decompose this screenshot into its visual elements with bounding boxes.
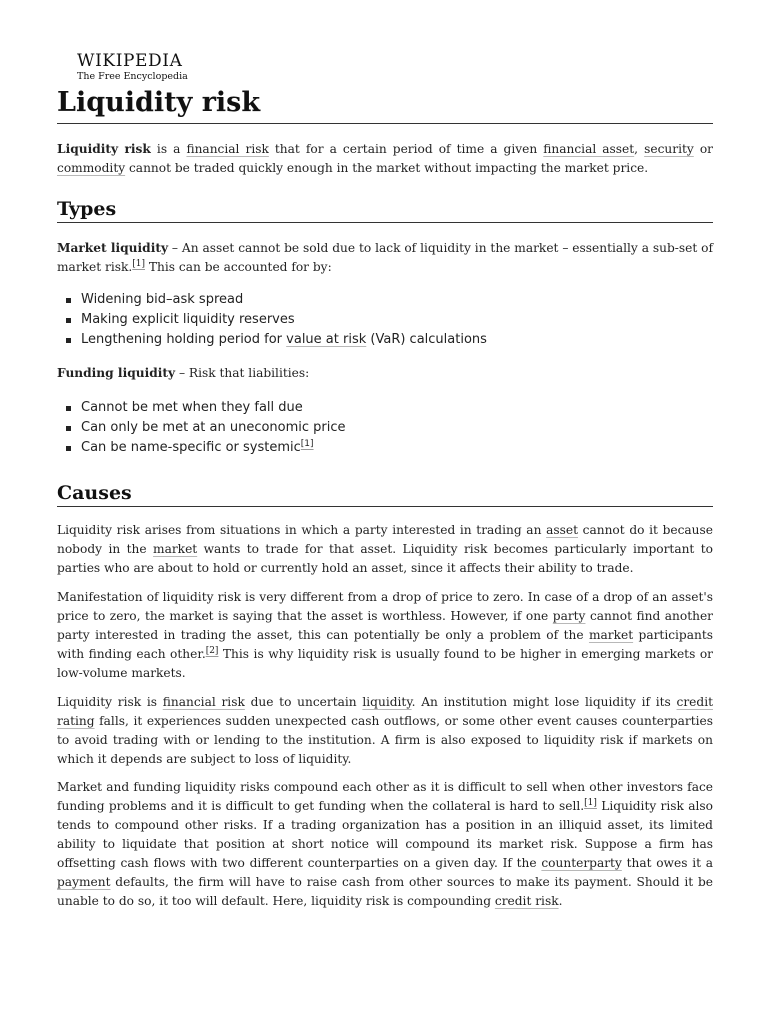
list-item <box>66 290 706 310</box>
text: – Risk that liabilities: <box>175 366 310 380</box>
link-security[interactable]: security <box>644 142 694 156</box>
causes-paragraph-3-block <box>57 693 713 769</box>
text: – An asset cannot be sold due to lack of liquidity in the market – essentially a sub-set of market risk. <box>57 241 713 274</box>
link-value-at-risk[interactable]: value at risk <box>286 332 367 347</box>
text: that for a certain period of time a given <box>268 142 544 156</box>
causes-paragraph-2 <box>57 588 713 683</box>
section-heading-causes: Causes <box>57 480 713 507</box>
link-market[interactable]: market <box>588 628 634 642</box>
list-item <box>66 398 706 418</box>
text: wants to trade for that asset. Liquidity risk becomes particularly important to parties who are about to hold or currently hold an asset, since it affects their ability to trade. <box>57 542 713 575</box>
link-credit-risk[interactable]: credit risk <box>494 894 559 908</box>
text: Liquidity risk also tends to compound other risks. If a trading organization has a position in an illiquid asset, its limited ability to liquidate that position at short notice will compound its market risk. Suppose a firm has offsetting cash flows with two different counterparties on a given day. If the <box>57 799 713 870</box>
causes-paragraph-1 <box>57 521 713 578</box>
text: Liquidity risk arises from situations in which a party interested in trading an <box>57 523 547 537</box>
text: , <box>634 142 645 156</box>
title-block <box>57 84 713 124</box>
list-item <box>66 438 706 458</box>
funding-liquidity-term: Funding liquidity <box>57 366 176 380</box>
lead-section <box>57 140 713 178</box>
section-heading-types: Types <box>57 196 713 223</box>
market-liquidity-paragraph <box>57 239 713 277</box>
link-market[interactable]: market <box>153 542 198 556</box>
lead-term: Liquidity risk <box>57 142 151 156</box>
link-financial-risk[interactable]: financial risk <box>186 142 269 156</box>
causes-paragraph-3 <box>57 693 713 769</box>
funding-liquidity-paragraph <box>57 364 713 383</box>
reference-1[interactable]: [1] <box>132 259 146 269</box>
link-commodity[interactable]: commodity <box>57 161 126 175</box>
list-item-text: (VaR) calculations <box>366 332 487 347</box>
link-financial-risk[interactable]: financial risk <box>162 695 245 709</box>
list-item <box>66 418 706 438</box>
link-counterparty[interactable]: counterparty <box>541 856 622 870</box>
link-credit-rating[interactable]: credit rating <box>57 695 713 728</box>
link-party[interactable]: party <box>552 609 586 623</box>
market-liquidity-term: Market liquidity <box>57 241 169 255</box>
link-liquidity[interactable]: liquidity <box>362 695 412 709</box>
text: cannot be traded quickly enough in the market without impacting the market price. <box>125 161 649 175</box>
list-item-text: Cannot be met when they fall due <box>81 400 303 415</box>
page-title: Liquidity risk <box>57 87 261 118</box>
market-liquidity-list <box>66 290 706 350</box>
list-item <box>66 310 706 330</box>
reference[interactable] <box>301 439 314 449</box>
text: Liquidity risk is <box>57 695 163 709</box>
text: . An institution might lose liquidity if its <box>411 695 677 709</box>
logo-wordmark: WIKIPEDIA <box>77 51 183 71</box>
text: . <box>558 894 563 908</box>
market-liquidity-block <box>57 239 713 277</box>
text: that owes it a <box>621 856 713 870</box>
link-payment[interactable]: payment <box>57 875 111 889</box>
causes-paragraph-2-block <box>57 588 713 683</box>
text: cannot find another party interested in trading the asset, this can potentially be only a problem of the <box>57 609 713 642</box>
logo-tagline: The Free Encyclopedia <box>77 71 188 82</box>
list-item-text: Making explicit liquidity reserves <box>81 312 295 327</box>
causes-paragraph-4-block <box>57 778 713 911</box>
funding-liquidity-list <box>66 398 706 458</box>
reference[interactable] <box>132 259 145 269</box>
text: falls, it experiences sudden unexpected cash outflows, or some other event causes counterparties to avoid trading with or lending to the institution. A firm is also exposed to liquidity risk if markets on which it depends are subject to loss of liquidity. <box>57 714 713 766</box>
link-asset[interactable]: asset <box>546 523 578 537</box>
funding-liquidity-block <box>57 364 713 383</box>
link-financial-asset[interactable]: financial asset <box>543 142 635 156</box>
text: or <box>693 142 713 156</box>
reference[interactable] <box>584 798 597 808</box>
list-item-text: Widening bid–ask spread <box>81 292 244 307</box>
reference-1[interactable]: [1] <box>300 439 314 449</box>
text: Market and funding liquidity risks compound each other as it is difficult to sell when other investors face funding problems and it is difficult to get funding when the collateral is hard to sell. <box>57 780 713 813</box>
list-item-text: Can be name-specific or systemic <box>81 440 301 455</box>
text: This can be accounted for by: <box>145 260 332 274</box>
list-item <box>66 330 706 350</box>
reference[interactable] <box>206 646 219 656</box>
text: participants with finding each other. <box>57 628 714 661</box>
text: is a <box>150 142 187 156</box>
text: Manifestation of liquidity risk is very different from a drop of price to zero. In case of a drop of an asset's price to zero, the market is saying that the asset is worthless. However, if one <box>57 590 713 623</box>
wikipedia-logo[interactable] <box>77 52 188 83</box>
lead-paragraph <box>57 140 713 178</box>
causes-paragraph-4 <box>57 778 713 911</box>
causes-paragraph-1-block <box>57 521 713 578</box>
list-item-text: Lengthening holding period for <box>81 332 287 347</box>
text: due to uncertain <box>244 695 363 709</box>
list-item-text: Can only be met at an uneconomic price <box>81 420 346 435</box>
reference-2[interactable]: [2] <box>205 646 219 656</box>
reference-1[interactable]: [1] <box>584 798 597 808</box>
text: This is why liquidity risk is usually found to be higher in emerging markets or low-volume markets. <box>57 647 713 680</box>
text: cannot do it because nobody in the <box>57 523 713 556</box>
text: defaults, the firm will have to raise cash from other sources to make its payment. Should it be unable to do so, it too will default. Here, liquidity risk is compounding <box>57 875 713 908</box>
